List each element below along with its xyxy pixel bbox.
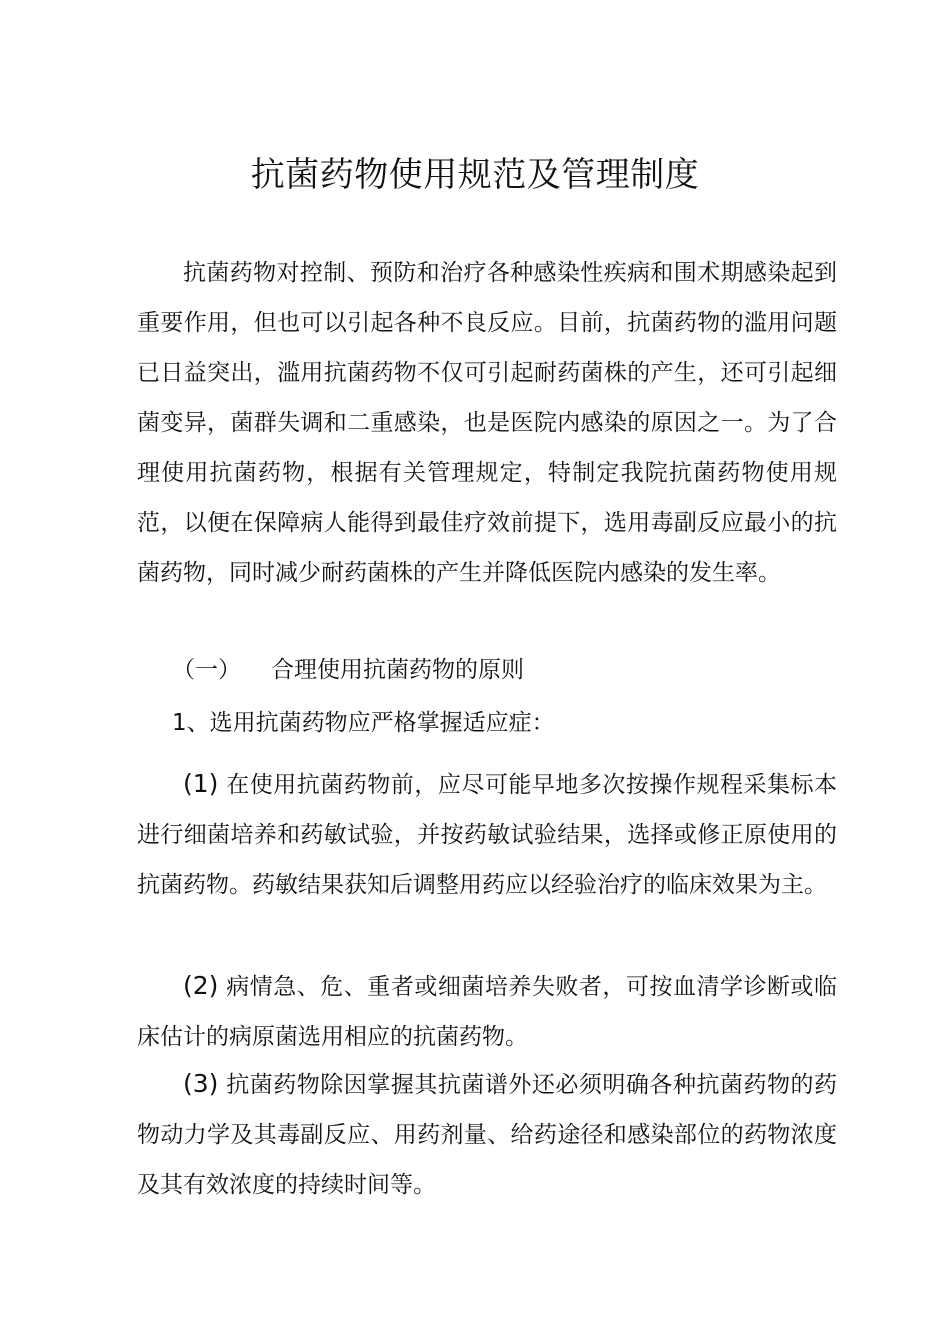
point-marker: (1)	[183, 769, 219, 798]
point-text: 在使用抗菌药物前，应尽可能早地多次按操作规程采集标本进行细菌培养和药敏试验，并按药敏试验结果，选择或修正原使用的抗菌药物。药敏结果获知后调整用药应以经验治疗的临床效果为主。	[137, 772, 838, 898]
item-heading-1	[172, 698, 555, 748]
intro-paragraph: 抗菌药物对控制、预防和治疗各种感染性疾病和围术期感染起到重要作用，但也可以引起各种不良反应。目前，抗菌药物的滥用问题已日益突出，滥用抗菌药物不仅可引起耐药菌株的产生，还可引起细菌变异，菌群失调和二重感染，也是医院内感染的原因之一。为了合理使用抗菌药物，根据有关管理规定，特制定我院抗菌药物使用规范，以便在保障病人能得到最佳疗效前提下，选用毒副反应最小的抗菌药物，同时减少耐药菌株的产生并降低医院内感染的发生率。	[137, 260, 837, 586]
section-marker: （一）	[172, 657, 241, 683]
item-heading-text: 选用抗菌药物应严格掌握适应症：	[209, 710, 555, 736]
section-heading-text: 合理使用抗菌药物的原则	[271, 657, 524, 683]
section-heading-1	[172, 645, 524, 695]
point-marker: (3)	[183, 1069, 219, 1098]
item-marker: 1、	[172, 710, 210, 736]
point-text: 抗菌药物除因掌握其抗菌谱外还必须明确各种抗菌药物的药物动力学及其毒副反应、用药剂量、给药途径和感染部位的药物浓度及其有效浓度的持续时间等。	[137, 1072, 838, 1198]
document-title: 抗菌药物使用规范及管理制度	[250, 155, 700, 195]
point-text: 病情急、危、重者或细菌培养失败者，可按血清学诊断或临床估计的病原菌选用相应的抗菌药物。	[137, 974, 838, 1050]
point-marker: (2)	[183, 971, 219, 1000]
point-paragraph-1	[137, 759, 837, 910]
point-paragraph-3	[137, 1059, 837, 1210]
point-paragraph-2	[137, 961, 837, 1062]
